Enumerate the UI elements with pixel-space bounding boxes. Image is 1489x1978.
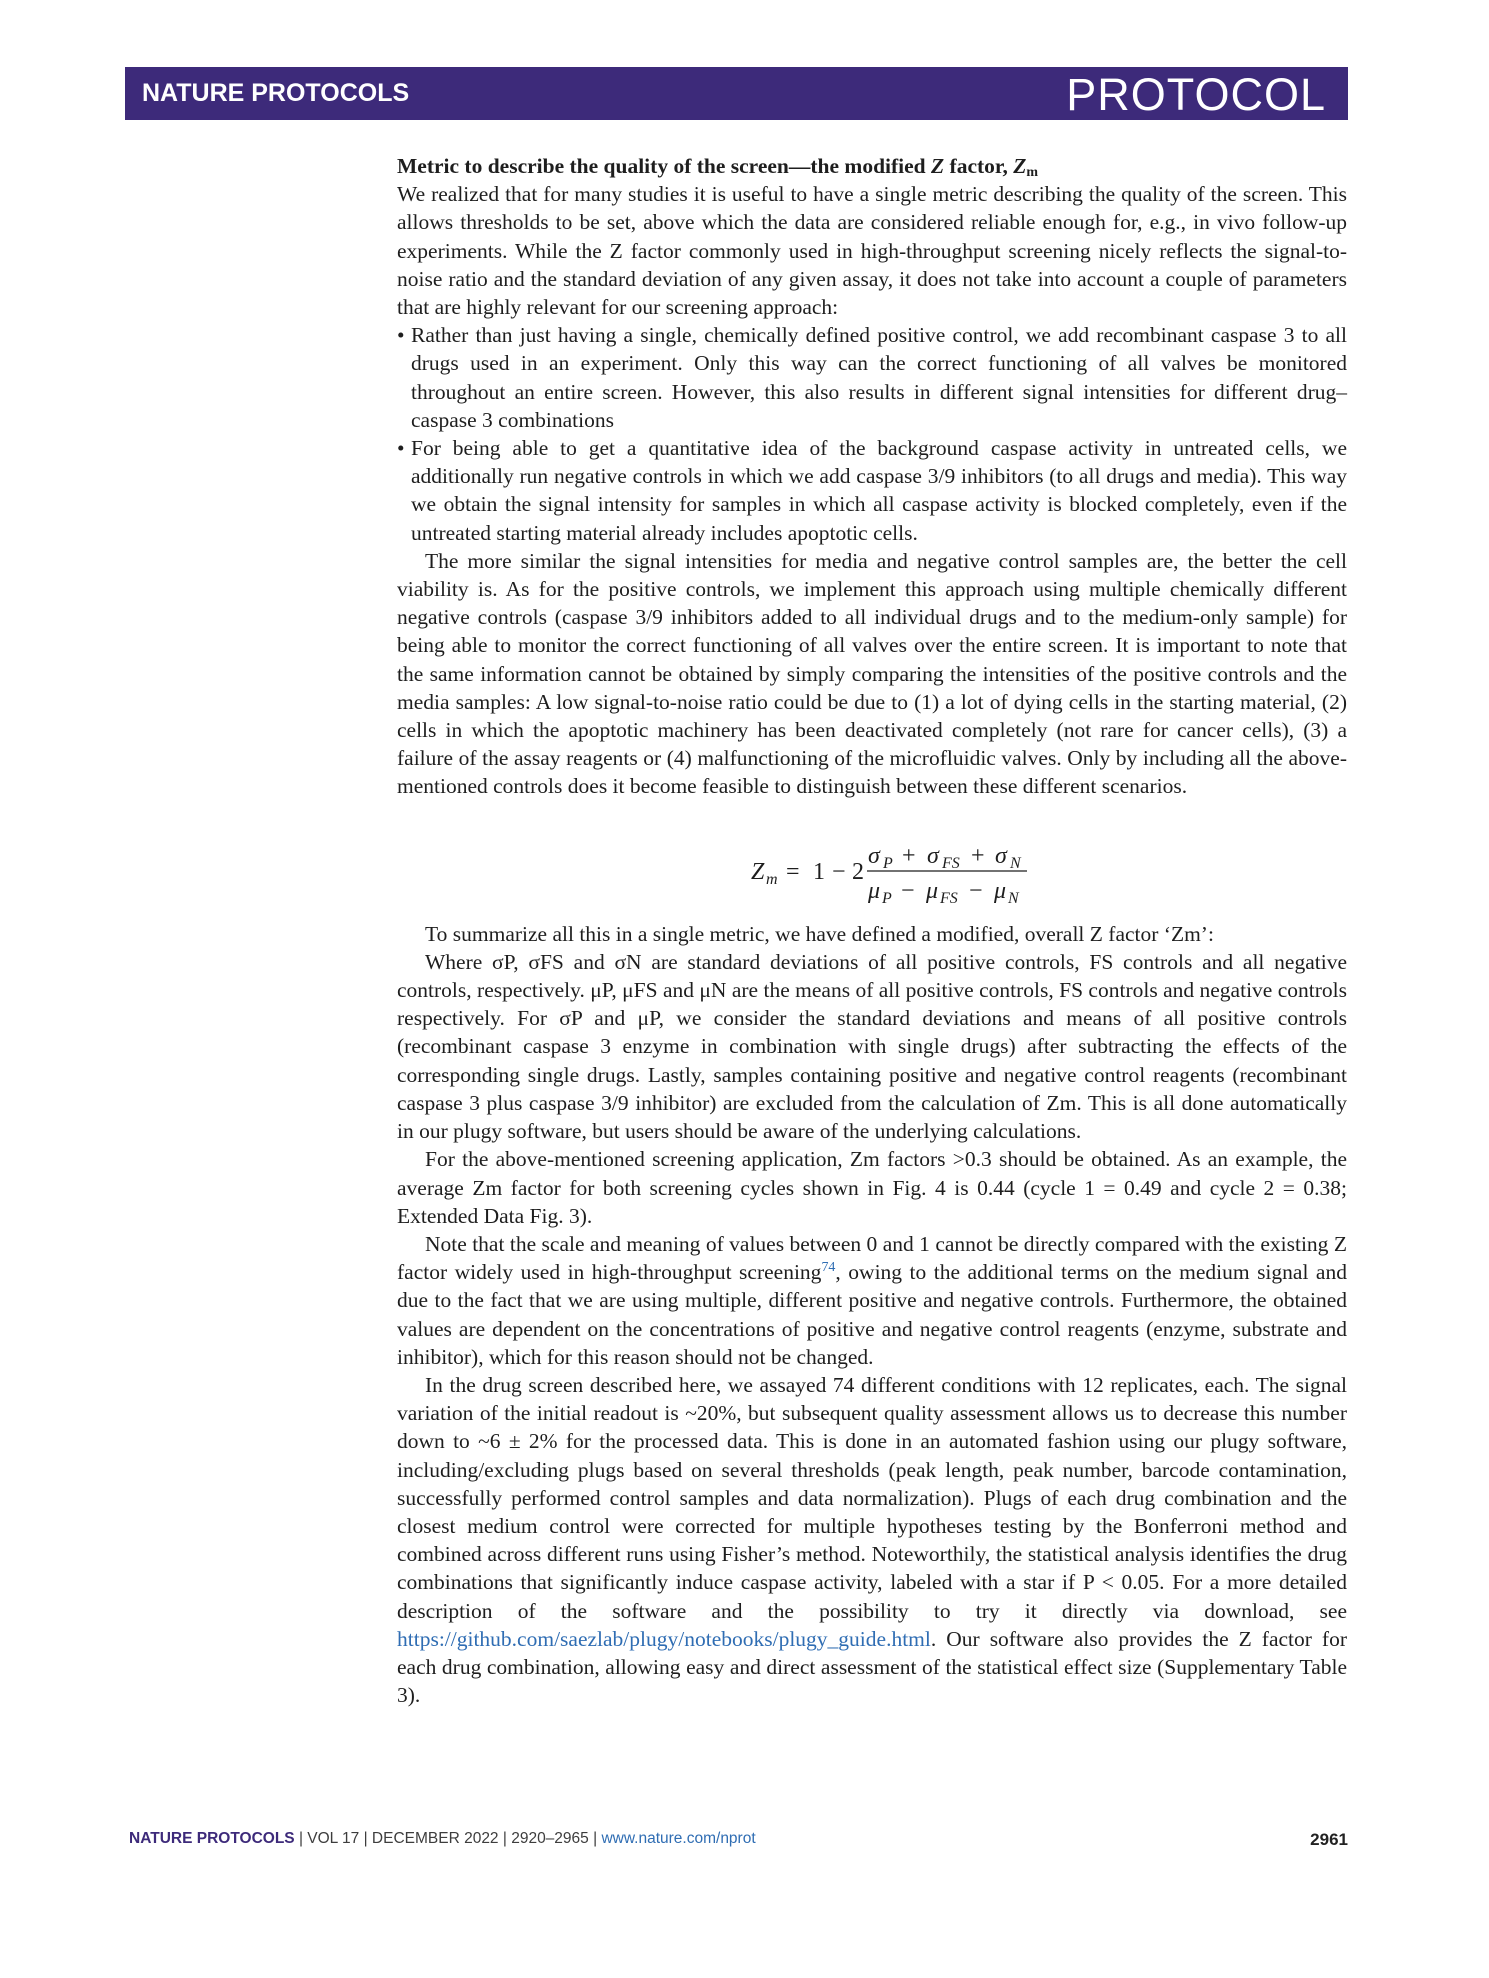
reference-74[interactable]: 74 <box>821 1259 836 1275</box>
list-item <box>397 321 1347 434</box>
article-body <box>397 152 1347 1709</box>
eq-lhs-sub: m <box>766 870 778 888</box>
eq-lhs: Z <box>751 858 765 885</box>
paragraph-definitions: Where σP, σFS and σN are standard deviations of all positive controls, FS controls and all negative controls, respectively. μP, μFS and μN are the means of all positive controls, FS controls and negative controls respectively. For σP and μP, we consider the standard deviations and means of all positive controls (recombinant caspase 3 enzyme in combination with single drugs) after subtracting the effects of the corresponding single drugs. Lastly, samples containing positive and negative control reagents (recombinant caspase 3 plus caspase 3/9 inhibitor) are excluded from the calculation of Zm. This is all done automatically in our plugy software, but users should be aware of the underlying calculations. <box>397 949 1347 1144</box>
eq-minus: − <box>832 858 846 885</box>
section-heading: Metric to describe the quality of the screen—the modified Z factor, $Z_m$ <box>397 154 1038 180</box>
journal-name: NATURE PROTOCOLS <box>142 79 410 107</box>
page-number: 2961 <box>1310 1830 1348 1849</box>
zm-equation <box>397 807 1347 916</box>
paragraph-controls: The more similar the signal intensities for media and negative control samples are, the better the cell viability is. As for the positive controls, we implement this approach using multiple chemically different negative controls (caspase 3/9 inhibitors added to all individual drugs and to the medium-only sample) for being able to monitor the correct functioning of all valves over the entire screen. It is important to note that the same information cannot be obtained by simply comparing the intensities of the positive controls and the media samples: A low signal-to-noise ratio could be due to (1) a lot of dying cells in the starting material, (2) cells in which the apoptotic machinery has been deactivated completely (not rare for cancer cells), (3) a failure of the assay reagents or (4) malfunctioning of the microfluidic valves. Only by including all the above-mentioned controls does it become feasible to distinguish between these different scenarios. <box>397 548 1347 799</box>
bullet-text: Rather than just having a single, chemically defined positive control, we add recombinant caspase 3 to all drugs used in an experiment. Only this way can the correct functioning of all valves be monitored throughout an entire screen. However, this also results in different signal intensities for different drug–caspase 3 combinations <box>411 323 1347 432</box>
eq-den-minus2: − <box>969 877 983 904</box>
plugy-guide-link[interactable]: https://github.com/saezlab/plugy/notebooks/plugy_guide.html <box>397 1626 931 1651</box>
eq-den-mu-p: μ <box>868 877 881 904</box>
paragraph-threshold: For the above-mentioned screening application, Zm factors >0.3 should be obtained. As an example, the average Zm factor for both screening cycles shown in Fig. 4 is 0.44 (cycle 1 = 0.49 and cycle 2 = 0.38; Extended Data Fig. 3). <box>397 1147 1347 1228</box>
footer-volume: VOL 17 <box>307 1830 360 1847</box>
eq-num-plus2: + <box>971 842 985 869</box>
eq-den-sub-n: N <box>1008 889 1019 907</box>
eq-num-sigma-p: σ <box>868 842 880 869</box>
eq-den-sub-fs: FS <box>940 889 958 907</box>
footer-date: DECEMBER 2022 <box>371 1830 499 1847</box>
footer-url-link[interactable]: www.nature.com/nprot <box>601 1830 756 1847</box>
eq-num-sub-p: P <box>883 854 893 872</box>
eq-num-plus1: + <box>902 842 916 869</box>
eq-num-sub-n: N <box>1010 854 1021 872</box>
bullet-icon: • <box>397 323 405 348</box>
eq-num-sigma-fs: σ <box>927 842 939 869</box>
eq-den-sub-p: P <box>882 889 892 907</box>
paragraph-summary: To summarize all this in a single metric, we have defined a modified, overall Z factor ‘Zm’: <box>425 921 1214 946</box>
article-type: PROTOCOL <box>1066 69 1326 120</box>
eq-two: 2 <box>852 858 864 885</box>
list-item <box>397 434 1347 547</box>
footer-pages: 2920–2965 <box>511 1830 589 1847</box>
eq-one: 1 <box>813 858 825 885</box>
eq-num-sigma-n: σ <box>995 842 1007 869</box>
eq-den-mu-fs: μ <box>926 877 939 904</box>
paragraph-intro: We realized that for many studies it is useful to have a single metric describing the quality of the screen. This allows thresholds to be set, above which the data are considered reliable enough for, e.g., in vivo follow-up experiments. While the Z factor commonly used in high-throughput screening nicely reflects the signal-to-noise ratio and the standard deviation of any given assay, it does not take into account a couple of parameters that are highly relevant for our screening approach: <box>397 182 1347 320</box>
eq-den-minus1: − <box>901 877 915 904</box>
footer-journal: NATURE PROTOCOLS <box>129 1830 295 1847</box>
bullet-icon: • <box>397 436 405 461</box>
page-footer: NATURE PROTOCOLS | VOL 17 | DECEMBER 2022 | 2920–2965 | www.nature.com/nprot 2961 <box>129 1830 1348 1849</box>
bullet-text: For being able to get a quantitative idea of the background caspase activity in untreated cells, we additionally run negative controls in which we add caspase 3/9 inhibitors (to all drugs and media). This way we obtain the signal intensity for samples in which all caspase activity is blocked completely, even if the untreated starting material already includes apoptotic cells. <box>411 436 1347 545</box>
paragraph-drug-screen: In the drug screen described here, we assayed 74 different conditions with 12 replicates, each. The signal variation of the initial readout is ~20%, but subsequent quality assessment allows us to decrease this number down to ~6 ± 2% for the processed data. This is done in an automated fashion using our plugy software, including/excluding plugs based on several thresholds (peak length, peak number, barcode contamination, successfully performed control samples and data normalization). Plugs of each drug combination and the closest medium control were corrected for multiple hypotheses testing by the Bonferroni method and combined across different runs using Fisher’s method. Noteworthily, the statistical analysis identifies the drug combinations that significantly induce caspase activity, labeled with a star if P < 0.05. For a more detailed description of the software and the possibility to try it directly via download, see https://github.com/saezlab/plugy/notebooks/plugy_guide.html. Our software also provides the Z factor for each drug combination, allowing easy and direct assessment of the statistical effect size (Supplementary Table 3). <box>397 1372 1347 1708</box>
eq-equals: = <box>786 858 800 885</box>
paragraph-scale-note: Note that the scale and meaning of values between 0 and 1 cannot be directly compared with the existing Z factor widely used in high-throughput screening$^{74}$, owing to the additional terms on the medium signal and due to the fact that we are using multiple, different positive and negative controls. Furthermore, the obtained values are dependent on the concentrations of positive and negative control reagents (enzyme, substrate and inhibitor), which for this reason should not be changed. <box>397 1231 1347 1369</box>
eq-den-mu-n: μ <box>994 877 1007 904</box>
eq-num-sub-fs: FS <box>942 854 960 872</box>
page-header <box>125 67 1348 120</box>
